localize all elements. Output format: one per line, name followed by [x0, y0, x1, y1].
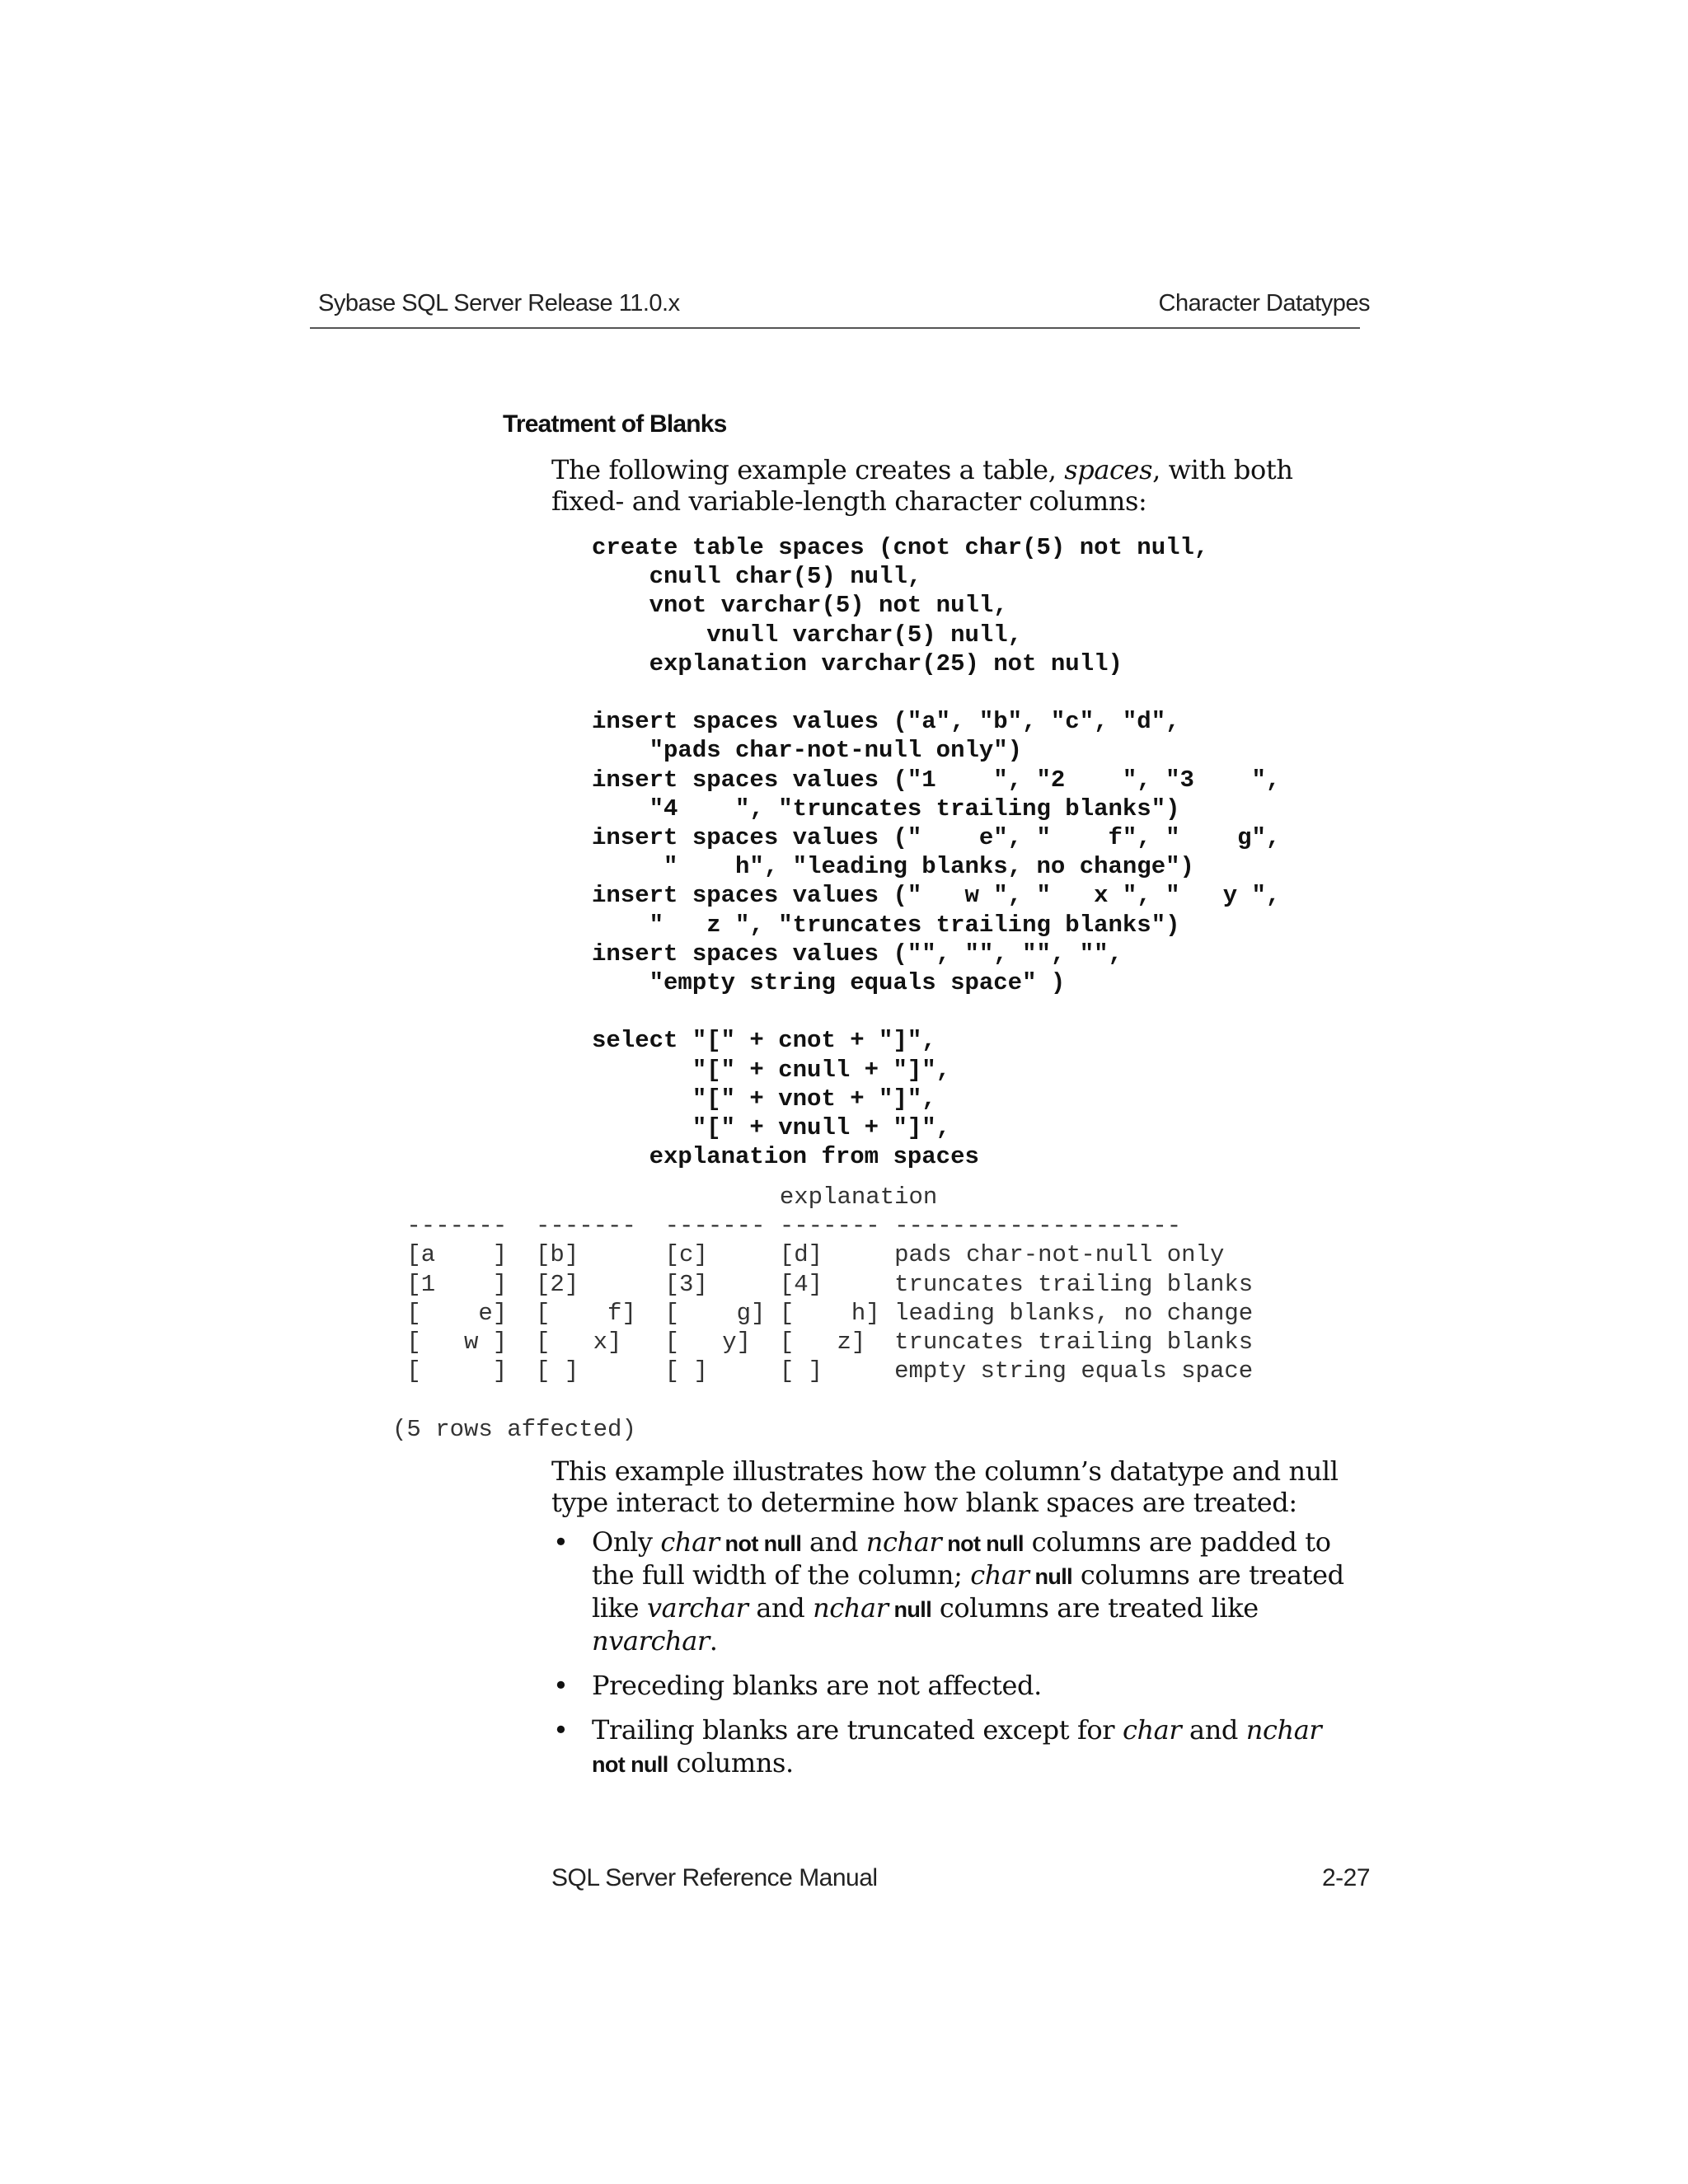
page-number: 2-27	[1321, 1864, 1370, 1891]
datatype-term: varchar	[646, 1592, 748, 1624]
bullet-text: .	[709, 1625, 718, 1657]
intro-text-after: , with both fixed- and variable-length character columns:	[551, 454, 1293, 517]
bullet-text: and	[801, 1526, 866, 1558]
bullet-icon: •	[553, 1714, 569, 1746]
explanation-paragraph: This example illustrates how the column’s datatype and null type interact to determine how blank spaces are treated:	[551, 1455, 1339, 1518]
bullet-text: and	[748, 1592, 814, 1624]
bullet-icon: •	[553, 1526, 569, 1558]
sql-code-example: create table spaces (cnot char(5) not null, cnull char(5) null, vnot varchar(5) not null, vnull varchar(5) null, explanation varchar(25) not null) insert spaces values ("a", "b", "c", "d", "pads char-not-null only") insert spaces values ("1 ", "2 ", "3 ", "4 ", "truncates trailing blanks") insert spaces values (" e", " f", " g", " h", "leading blanks, no change") insert spaces values (" w ", " x ", " y ", " z ", "truncates trailing blanks") insert spaces values ("", "", "", "", "empty string equals space" ) select "[" + cnot + "]", "[" + cnull + "]", "[" + vnot + "]", "[" + vnull + "]", explanation from spaces	[592, 534, 1281, 1171]
header-rule	[310, 327, 1360, 329]
bullet-text: Preceding blanks are not affected.	[592, 1670, 1042, 1701]
datatype-term: nchar	[1245, 1714, 1322, 1746]
bullet-text: columns are treated like	[592, 1559, 1344, 1624]
datatype-term: char	[970, 1559, 1029, 1591]
bullet-text: and	[1181, 1714, 1246, 1746]
section-heading: Treatment of Blanks	[503, 410, 727, 438]
bullet-text: Only	[592, 1526, 661, 1558]
datatype-term: nchar	[865, 1526, 942, 1558]
list-item	[551, 1670, 1359, 1701]
running-header-section: Character Datatypes	[1158, 290, 1370, 316]
intro-paragraph	[551, 454, 1359, 517]
bullet-text: columns are padded to the full width of the column;	[592, 1526, 1331, 1591]
keyword: not null	[719, 1531, 802, 1556]
list-item	[551, 1526, 1359, 1657]
datatype-term: nchar	[813, 1592, 889, 1624]
bullet-text: columns are treated like	[931, 1592, 1259, 1624]
keyword: null	[1029, 1564, 1073, 1589]
bullet-text: Trailing blanks are truncated except for	[592, 1714, 1123, 1746]
datatype-term: char	[1122, 1714, 1182, 1746]
query-result-output: explanation ------- ------- ------- ------- -------------------- [a ] [b] [c] [d] pads char-not-null only [1 ] [2] [3] [4] truncates trailing blanks [ e] [ f] [ g] [ h] leading blanks, no change [ w ] [ x] [ y] [ z] truncates trailing blanks [ ] [ ] [ ] [ ] empty string equals space (5 rows affected)	[392, 1183, 1254, 1443]
keyword: not null	[941, 1531, 1024, 1556]
bullet-icon: •	[553, 1670, 569, 1701]
intro-text-before: The following example creates a table,	[551, 454, 1065, 485]
keyword: null	[888, 1597, 932, 1622]
table-name: spaces	[1064, 454, 1153, 485]
bullet-text: columns.	[668, 1747, 794, 1779]
rules-list	[551, 1526, 1359, 1793]
keyword: not null	[592, 1752, 668, 1777]
datatype-term: char	[660, 1526, 720, 1558]
list-item	[551, 1714, 1359, 1780]
running-footer-title: SQL Server Reference Manual	[551, 1864, 878, 1891]
datatype-term: nvarchar	[592, 1625, 710, 1657]
running-header-title: Sybase SQL Server Release 11.0.x	[318, 290, 680, 316]
